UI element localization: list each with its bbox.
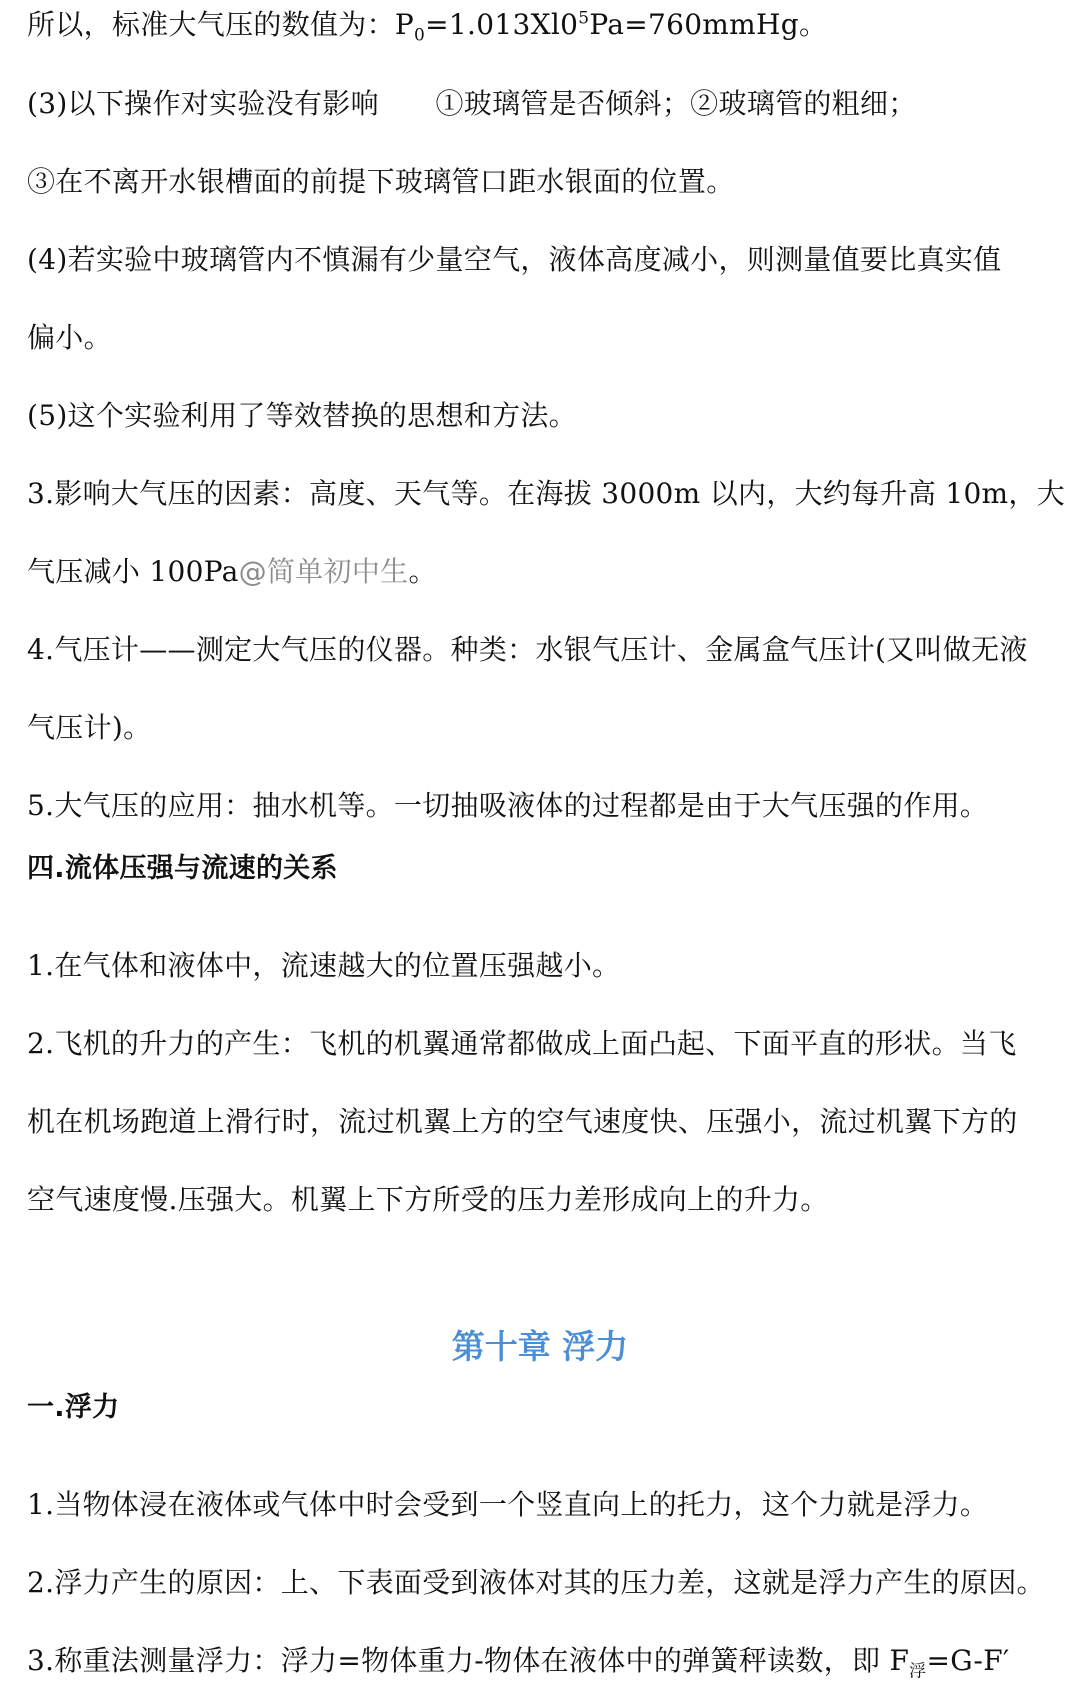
item-4-line: (4)若实验中玻璃管内不慎漏有少量空气，液体高度减小，则测量值要比真实值 <box>27 243 1002 276</box>
fluid-point-2-continuation-2: 空气速度慢.压强大。机翼上下方所受的压力差形成向上的升力。 <box>27 1183 829 1216</box>
barometer-line: 4.气压计——测定大气压的仪器。种类：水银气压计、金属盒气压计(又叫做无液 <box>27 633 1028 666</box>
application-line: 5.大气压的应用：抽水机等。一切抽吸液体的过程都是由于大气压强的作用。 <box>27 789 989 822</box>
item-4-continuation: 偏小。 <box>27 321 112 354</box>
factors-continuation: 气压减小 100Pa@简单初中生。 <box>27 555 437 588</box>
barometer-continuation: 气压计)。 <box>27 711 152 744</box>
buoyancy-point-3: 3.称重法测量浮力：浮力=物体重力-物体在液体中的弹簧秤读数，即 $F_浮=G-F'$ <box>27 1644 1010 1682</box>
watermark-text: @简单初中生 <box>238 555 409 588</box>
factors-line: 3.影响大气压的因素：高度、天气等。在海拔 3000m 以内，大约每升高 10m，大 <box>27 477 1066 510</box>
item-3-line: (3)以下操作对实验没有影响 ①玻璃管是否倾斜；②玻璃管的粗细； <box>27 87 917 120</box>
section-heading-buoyancy: 一.浮力 <box>27 1392 120 1423</box>
fluid-point-2-continuation-1: 机在机场跑道上滑行时，流过机翼上方的空气速度快、压强小，流过机翼下方的 <box>27 1105 1018 1138</box>
fluid-point-2: 2.飞机的升力的产生：飞机的机翼通常都做成上面凸起、下面平直的形状。当飞 <box>27 1027 1017 1060</box>
item-5-line: (5)这个实验利用了等效替换的思想和方法。 <box>27 399 577 432</box>
buoyancy-point-2: 2.浮力产生的原因：上、下表面受到液体对其的压力差，这就是浮力产生的原因。 <box>27 1566 1045 1599</box>
standard-pressure-value-line: 所以，标准大气压的数值为：$P_0=1.013Xl0^5Pa=760mmHg$。 <box>27 8 828 46</box>
buoyancy-point-1: 1.当物体浸在液体或气体中时会受到一个竖直向上的托力，这个力就是浮力。 <box>27 1488 989 1521</box>
section-heading-fluid-pressure: 四.流体压强与流速的关系 <box>27 853 338 884</box>
item-3-continuation: ③在不离开水银槽面的前提下玻璃管口距水银面的位置。 <box>27 165 735 198</box>
fluid-point-1: 1.在气体和液体中，流速越大的位置压强越小。 <box>27 949 621 982</box>
chapter-title: 第十章 浮力 <box>451 1327 629 1366</box>
